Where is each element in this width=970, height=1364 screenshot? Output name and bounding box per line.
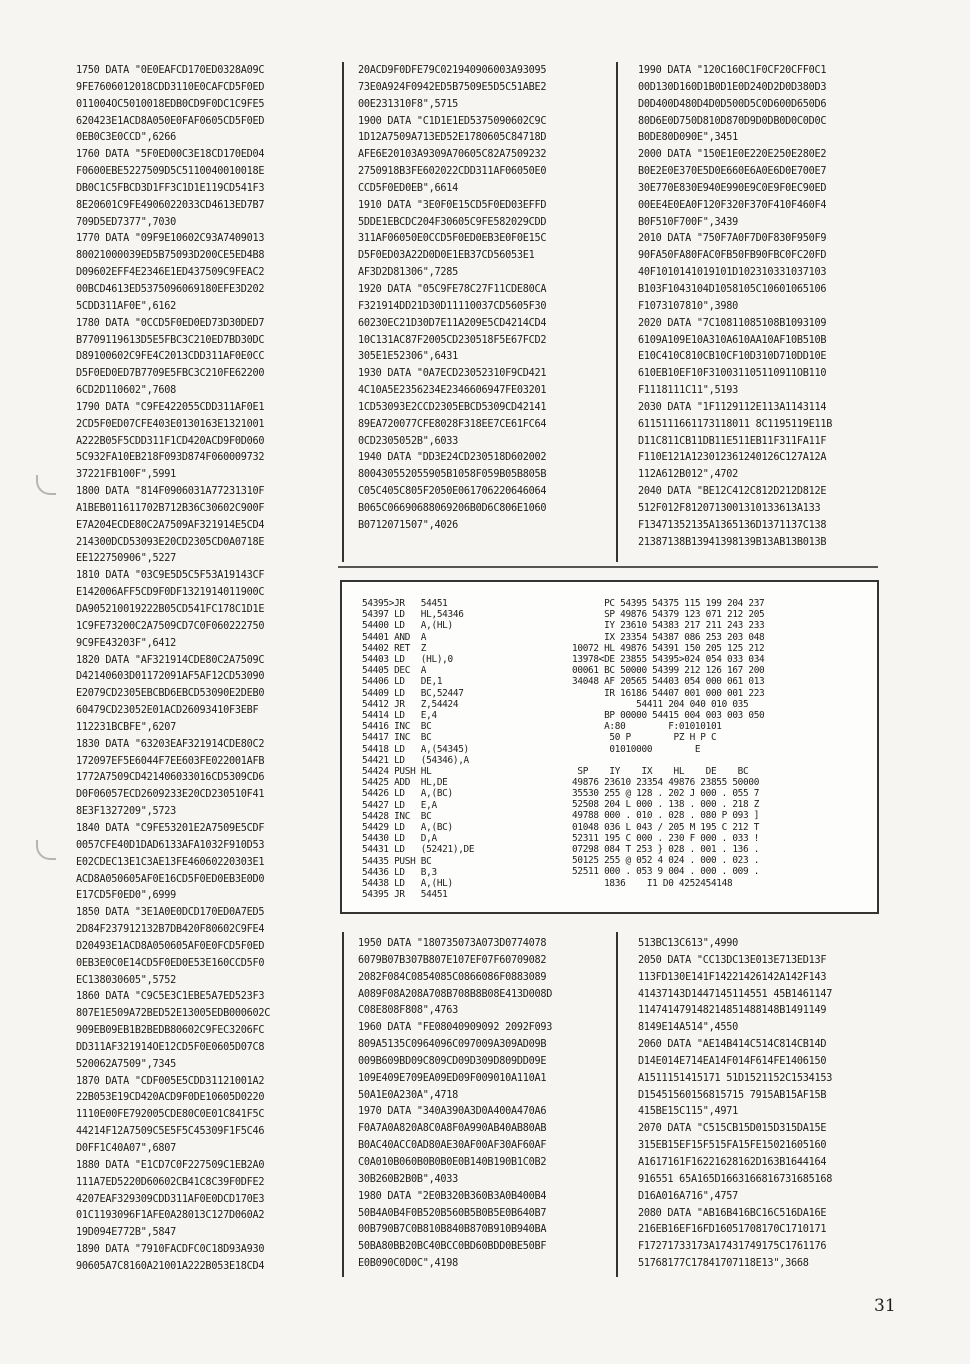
listing-line: 610EB10EF10F310031105110911OB110	[638, 368, 827, 380]
listing-line: 800430552055905B1058F059B05B805B	[358, 469, 547, 481]
data-listing-column-1	[76, 63, 326, 1276]
listing-line: 1772A7509CD421406033016CD5309CD6	[76, 772, 265, 784]
data-listing-column-5	[638, 936, 888, 1273]
listing-line: DD311AF321914OE12CD5F0E0605D07C8	[76, 1041, 265, 1053]
listing-line: D16A016A716",4757	[638, 1190, 739, 1202]
column-divider	[616, 62, 618, 562]
listing-line: 520062A7509",7345	[76, 1058, 177, 1070]
listing-line: SP IY IX HL DE BC	[572, 766, 749, 778]
listing-line: D0FF1C40A07",6807	[76, 1143, 177, 1154]
page-number: 31	[874, 1296, 896, 1316]
listing-line: 54406 LD DE,1	[362, 676, 443, 688]
listing-line: D15451560156815715 7915AB15AF15B	[638, 1089, 827, 1101]
listing-line: 2050 DATA "CC13DC13E013E713ED13F	[638, 954, 827, 966]
listing-line: 00061 BC 50000 54399 212 126 167 200	[572, 665, 765, 677]
listing-line: 1980 DATA "2E0B320B360B3A0B400B4	[358, 1190, 547, 1202]
listing-line: 13978<DE 23855 54395>024 054 033 034	[572, 654, 765, 666]
listing-line: B0DE80D090E",3451	[638, 132, 739, 144]
listing-line: F1073107810",3980	[638, 300, 739, 312]
listing-line: 49876 23610 23354 49876 23855 50000	[572, 777, 760, 789]
listing-line: 80D6E0D750D810D870D9D0DB0D0C0D0C	[638, 115, 827, 127]
listing-line: 54429 LD A,(BC)	[362, 822, 453, 834]
listing-line: 30B260B2B0B",4033	[358, 1173, 459, 1185]
listing-line: F110E121A123012361240126C127A12A	[638, 452, 827, 464]
section-divider	[338, 566, 878, 568]
listing-line: 90605A7C8160A21001A222B053E18CD4	[76, 1260, 265, 1272]
listing-line: 109E409E709EA09ED09F009010A110A1	[358, 1072, 547, 1084]
listing-line: 01010000 E	[572, 743, 701, 755]
listing-line: 4207EAF329309CDD311AF0E0DCD170E3	[76, 1193, 265, 1205]
listing-line: 512F012F8120713001310133613A133	[638, 502, 821, 514]
listing-line: D09602EFF4E2346E1ED437509C9FEAC2	[76, 267, 265, 279]
listing-line: 54435 PUSH BC	[362, 855, 432, 867]
listing-line: 1950 DATA "180735073A073D0774078	[358, 938, 547, 949]
column-divider	[342, 62, 344, 562]
listing-line: D5F0ED03A22D0D0E1EB37CD56053E1	[358, 250, 535, 262]
listing-line: 1940 DATA "DD3E24CD230518D602002	[358, 452, 547, 464]
listing-line: E142006AFF5CD9F0DF1321914011900C	[76, 587, 265, 599]
listing-line: B0F510F700F",3439	[638, 216, 739, 228]
listing-line: 54426 LD A,(BC)	[362, 788, 453, 800]
listing-line: 54412 JR Z,54424	[362, 698, 459, 710]
listing-line: 00E231310F8",5715	[358, 98, 459, 110]
listing-line: 5C932FA10EB218F093D874F060009732	[76, 452, 265, 464]
listing-line: 54403 LD (HL),0	[362, 654, 453, 666]
listing-line: 1760 DATA "5F0ED00C3E18CD170ED04	[76, 149, 265, 161]
listing-line: 01048 036 L 043 / 205 M 195 C 212 T	[572, 821, 760, 833]
listing-line: 10C131AC87F2005CD230518F5E67FCD2	[358, 334, 547, 346]
listing-line: 52311 195 C 000 . 230 F 000 . 033 !	[572, 832, 760, 844]
listing-line: 60479CD23052E01ACD26093410F3EBF	[76, 705, 259, 717]
listing-line: 54416 INC BC	[362, 721, 432, 733]
listing-line: 54424 PUSH HL	[362, 766, 432, 778]
listing-line: 00D130D160D1B0D1E0D240D2D0D380D3	[638, 81, 827, 93]
listing-line: 54397 LD HL,54346	[362, 609, 464, 621]
listing-line: 9C9FE43203F",6412	[76, 637, 177, 649]
listing-line: 1960 DATA "FE08040909092 2092F093	[358, 1022, 553, 1034]
listing-line: 80021000039ED5B75093D200CE5ED4B8	[76, 250, 265, 262]
listing-line: 1110E00FE792005CDE80C0E01C841F5C	[76, 1109, 265, 1121]
column-divider	[616, 932, 618, 1277]
listing-line: 54431 LD (52421),DE	[362, 844, 475, 856]
listing-line: 54421 LD (54346),A	[362, 754, 469, 766]
listing-line: D0F06057ECD2609233E20CD230510F41	[76, 789, 265, 801]
listing-line: D42140603D01172091AF5AF12CD53090	[76, 671, 265, 683]
listing-line: 54430 LD D,A	[362, 833, 437, 845]
listing-line: 216EB16EF16FD16051708170C1710171	[638, 1224, 827, 1236]
listing-line: 50BA80BB20BC40BCC0BD60BDD0BE50BF	[358, 1241, 547, 1253]
listing-line: B7709119613D5E5FBC3C210ED7BD30DC	[76, 334, 265, 346]
listing-line: 011004OC5010018EDB0CD9F0DC1C9FE5	[76, 98, 265, 110]
listing-line: 1860 DATA "C9C5E3C1EBE5A7ED523F3	[76, 991, 265, 1003]
listing-line: 30E770E830E940E990E9C0E9F0EC90ED	[638, 182, 827, 194]
listing-line: 1920 DATA "05C9FE78C27F11CDE80CA	[358, 283, 547, 295]
listing-line: E02CDEC13E1C3AE13FE46060220303E1	[76, 856, 265, 868]
listing-line: 44214F12A7509C5E5F5C45309F1F5C46	[76, 1126, 265, 1138]
listing-line: 2750918B3FE602022CDD311AF06050E0	[358, 166, 547, 178]
listing-line: 4C10A5E2356234E2346606947FE03201	[358, 385, 547, 397]
listing-line: 8E20601C9FE4906022033CD4613ED7B7	[76, 199, 265, 211]
listing-line: 50 P PZ H P C	[572, 732, 717, 744]
listing-line: 214300DCD53093E20CD2305CD0A0718E	[76, 536, 265, 548]
listing-line: A:80 F:01010101	[572, 721, 722, 733]
listing-line: B0712071507",4026	[358, 519, 459, 531]
listing-line: 54405 DEC A	[362, 665, 427, 677]
disassembly-listing	[362, 598, 474, 900]
listing-line: 2070 DATA "C515CB15D015D315DA15E	[638, 1123, 827, 1135]
listing-line: F13471352135A1365136D1371137C138	[638, 519, 827, 531]
punch-hole-mark	[36, 840, 56, 860]
data-listing-column-3	[638, 63, 888, 551]
data-listing-column-2	[358, 63, 608, 535]
listing-line: 916551 65A165D1663166816731685168	[638, 1173, 833, 1185]
listing-line: 60230EC21D30D7E11A209E5CD4214CD4	[358, 317, 547, 329]
listing-line: 1770 DATA "09F9E10602C93A7409013	[76, 233, 265, 245]
listing-line: 2040 DATA "BE12C412C812D212D812E	[638, 486, 827, 498]
column-divider	[342, 932, 344, 1277]
listing-line: B065C06690688069206B0D6C806E1060	[358, 502, 547, 514]
listing-line: 1836 I1 D0 4252454148	[572, 877, 733, 889]
listing-line: IY 23610 54383 217 211 243 233	[572, 620, 765, 632]
listing-line: 54409 LD BC,52447	[362, 687, 464, 699]
listing-line: 00EE4E0EA0F120F320F370F410F460F4	[638, 199, 827, 211]
listing-line: A089F08A208A708B708B8B08E413D008D	[358, 988, 553, 1000]
listing-line: 112A612B012",4702	[638, 469, 739, 481]
listing-line: ACD8A050605AF0E16CD5F0ED0EB3E0D0	[76, 873, 265, 885]
memory-dump	[572, 788, 759, 889]
listing-line: 54401 AND A	[362, 631, 427, 643]
listing-line: IR 16186 54407 001 000 001 223	[572, 687, 765, 699]
listing-line: E10C410C810CB10CF10D310D710DD10E	[638, 351, 827, 363]
listing-line: 315EB15EF15F515FA15FE15021605160	[638, 1140, 827, 1152]
listing-line: CCD5F0ED0EB",6614	[358, 182, 459, 194]
listing-line: 00B790B7C0B810B840B870B910B940BA	[358, 1224, 547, 1236]
listing-line: AFE6E20103A9309A70605C82A7509232	[358, 149, 547, 161]
listing-line: 54438 LD A,(HL)	[362, 878, 453, 890]
listing-line: 1D12A7509A713ED52E1780605C84718D	[358, 132, 547, 144]
listing-line: 54414 LD E,4	[362, 710, 437, 722]
listing-line: 1850 DATA "3E1A0E0DCD170ED0A7ED5	[76, 907, 265, 919]
listing-line: 114741479148214851488148B1491149	[638, 1005, 827, 1017]
listing-line: 909EB09EB1B2BEDB80602C9FEC3206FC	[76, 1025, 265, 1037]
listing-line: B0AC40ACC0AD80AE30AF00AF30AF60AF	[358, 1140, 547, 1152]
listing-line: 1840 DATA "C9FE53201E2A7509E5CDF	[76, 822, 265, 834]
listing-line: BP 00000 54415 004 003 003 050	[572, 710, 765, 722]
listing-line: 1900 DATA "C1D1E1ED5375090602C9C	[358, 115, 547, 127]
listing-line: SP 49876 54379 123 071 212 205	[572, 609, 765, 621]
listing-line: E7A204ECDE80C2A7509AF321914E5CD4	[76, 519, 265, 531]
listing-line: 2000 DATA "150E1E0E220E250E280E2	[638, 149, 827, 161]
listing-line: 2060 DATA "AE14B414C514C814CB14D	[638, 1039, 827, 1051]
listing-line: DB0C1C5FBCD3D1FF3C1D1E119CD541F3	[76, 182, 265, 194]
listing-line: 0057CFE40D1DAD6133AFA1032F910D53	[76, 839, 265, 851]
punch-hole-mark	[36, 475, 56, 495]
listing-line: D89100602C9FE4C2013CDD311AF0E0CC	[76, 351, 265, 363]
listing-line: 51768177C17841707118E13",3668	[638, 1258, 809, 1270]
listing-line: 54418 LD A,(54345)	[362, 743, 469, 755]
listing-line: IX 23354 54387 086 253 203 048	[572, 631, 765, 643]
listing-line: EC138030605",5752	[76, 974, 177, 986]
listing-line: 1870 DATA "CDF005E5CDD31121001A2	[76, 1075, 265, 1087]
listing-line: 009B609BD09C809CD09D309D809DD09E	[358, 1055, 547, 1067]
listing-line: 5CDD311AF0E",6162	[76, 300, 177, 312]
listing-line: 6CD2D110602",7608	[76, 385, 177, 397]
listing-line: 54411 204 040 010 035	[572, 698, 749, 710]
listing-line: 0EB0C3E0CCD",6266	[76, 132, 177, 144]
listing-line: 6109A109E10A310A610AA10AF10B510B	[638, 334, 827, 346]
listing-line: D5F0ED0ED7B7709E5FBC3C210FE62200	[76, 368, 265, 380]
listing-line: 54395>JR 54451	[362, 598, 448, 609]
listing-line: 6079B07B307B807E107EF07F60709082	[358, 954, 547, 966]
listing-line: 415BE15C115",4971	[638, 1106, 739, 1118]
listing-line: A222B05F5CDD311F1CD420ACD9F0D060	[76, 435, 265, 447]
listing-line: 172097EF5E6044F7EE603FE022001AFB	[76, 755, 265, 767]
listing-line: E17CD5F0ED0",6999	[76, 890, 177, 902]
listing-line: 0CD2305052B",6033	[358, 435, 459, 447]
listing-line: AF3D2D81306",7285	[358, 267, 459, 279]
listing-line: 35530 255 @ 128 . 202 J 000 . 055 7	[572, 788, 760, 799]
listing-line: 20ACD9F0DFE79C021940906003A93095	[358, 65, 547, 76]
listing-line: 54425 ADD HL,DE	[362, 777, 448, 789]
listing-line: 5DDE1EBCDC204F30605C9FE582029CDD	[358, 216, 547, 228]
listing-line: 22B053E19CD420ACD9F0DE10605D0220	[76, 1092, 265, 1104]
listing-line: 34048 AF 20565 54403 054 000 061 013	[572, 676, 765, 688]
listing-line: EE122750906",5227	[76, 553, 177, 565]
listing-line: 2010 DATA "750F7A0F7D0F830F950F9	[638, 233, 827, 245]
listing-line: 00BCD4613ED5375096069180EFE3D202	[76, 283, 265, 295]
listing-line: 620423E1ACD8A050E0FAF0605CD5F0ED	[76, 115, 265, 127]
listing-line: F0600EBE5227509D5C5110040010018E	[76, 166, 265, 178]
listing-line: 1970 DATA "340A390A3D0A400A470A6	[358, 1106, 547, 1118]
listing-line: 50B4A0B4F0B520B560B5B0B5E0B640B7	[358, 1207, 547, 1219]
listing-line: 50A1E0A230A",4718	[358, 1089, 459, 1101]
listing-line: 8E3F1327209",5723	[76, 806, 177, 818]
listing-line: 113FD130E141F14221426142A142F143	[638, 971, 827, 983]
listing-line: 305E1E52306",6431	[358, 351, 459, 363]
listing-line: B103F1043104D1058105C10601065106	[638, 283, 827, 295]
listing-line: 54436 LD B,3	[362, 866, 437, 878]
listing-line: 1C9FE73200C2A7509CD7C0F060222750	[76, 620, 265, 632]
listing-line: 111A7ED5220D60602CB41C8C39F0DFE2	[76, 1176, 265, 1188]
listing-line: 1810 DATA "03C9E5D5C5F53A19143CF	[76, 570, 265, 582]
listing-line: C08E808F808",4763	[358, 1005, 459, 1017]
listing-line: 807E1E509A72BED52E13005EDB000602C	[76, 1008, 271, 1020]
listing-line: D14E014E714EA14F014F614FE1406150	[638, 1055, 827, 1067]
listing-line: 49788 000 . 010 . 028 . 080 P 093 ]	[572, 810, 760, 822]
listing-line: 8149E14A514",4550	[638, 1022, 739, 1034]
listing-line: F0A7A0A820A8C0A8F0A990AB40AB80AB	[358, 1123, 547, 1135]
listing-line: A1511151415171 51D1521152C1534153	[638, 1072, 833, 1084]
listing-line: 52508 204 L 000 . 138 . 000 . 218 Z	[572, 799, 760, 811]
listing-line: 54402 RET Z	[362, 642, 427, 654]
listing-line: 1930 DATA "0A7ECD23052310F9CD421	[358, 368, 547, 380]
listing-line: 41437143D1447145114551 45B1461147	[638, 988, 833, 1000]
listing-line: 1830 DATA "63203EAF321914CDE80C2	[76, 738, 265, 750]
listing-line: 89EA720077CFE8028F318EE7CE61FC64	[358, 418, 547, 430]
listing-line: 513BC13C613",4990	[638, 938, 739, 949]
listing-line: D20493E1ACD8A050605AF0E0FCD5F0ED	[76, 940, 265, 952]
listing-line: 709D5ED7377",7030	[76, 216, 177, 228]
listing-line: 2CD5F0ED07CFE403E0130163E1321001	[76, 418, 265, 430]
listing-line: 2030 DATA "1F1129112E113A1143114	[638, 401, 827, 413]
debugger-screenshot	[340, 580, 879, 914]
listing-line: 809A5135C0964096C097009A309AD09B	[358, 1039, 547, 1051]
listing-line: 1910 DATA "3E0F0E15CD5F0ED03EFFD	[358, 199, 547, 211]
listing-line: 6115111661173118011 8C1195119E11B	[638, 418, 833, 430]
listing-line: F1118111C11",5193	[638, 385, 739, 397]
listing-line: 21387138B13941398139B13AB13B013B	[638, 536, 827, 548]
register-panel	[572, 598, 764, 788]
listing-line: A1BEB011611702B712B36C30602C900F	[76, 502, 265, 514]
listing-line: D0D400D480D4D0D500D5C0D600D650D6	[638, 98, 827, 110]
listing-line	[572, 755, 764, 766]
listing-line: 1CD53093E2CCD2305EBCD5309CD42141	[358, 401, 547, 413]
listing-line: E2079CD2305EBCBD6EBCD53090E2DEB0	[76, 688, 265, 700]
listing-line: 10072 HL 49876 54391 150 205 125 212	[572, 642, 765, 654]
listing-line: 2020 DATA "7C10811085108B1093109	[638, 317, 827, 329]
listing-line: 1790 DATA "C9FE422055CDD311AF0E1	[76, 401, 265, 413]
listing-line: 73E0A924F0942ED5B7509E5D5C51ABE2	[358, 81, 547, 93]
listing-line: 90FA50FA80FAC0FB50FB90FBC0FC20FD	[638, 250, 827, 262]
listing-line: F321914DD21D30D11110037CD5605F30	[358, 300, 547, 312]
listing-line: C0A010B060B0B0B0E0B140B190B1C0B2	[358, 1156, 547, 1168]
listing-line: D11C811CB11DB11E511EB11F311FA11F	[638, 435, 827, 447]
data-listing-column-4	[358, 936, 608, 1273]
listing-line: 01C1193096F1AFE0A28013C127D060A2	[76, 1210, 265, 1222]
listing-line: 1890 DATA "7910FACDFC0C18D93A930	[76, 1244, 265, 1256]
listing-line: 9FE7606012018CDD3110E0CAFCD5F0ED	[76, 81, 265, 93]
listing-line: 54400 LD A,(HL)	[362, 620, 453, 632]
listing-line: B0E2E0E370E5D0E660E6A0E6D0E700E7	[638, 166, 827, 178]
listing-line: 1990 DATA "120C160C1F0CF20CFF0C1	[638, 65, 827, 76]
listing-line: 2D84F237912132B7DB420F80602C9FE4	[76, 924, 265, 936]
listing-line: 2082F084C0854085C0866086F0883089	[358, 971, 547, 983]
listing-line: 50125 255 @ 052 4 024 . 000 . 023 .	[572, 855, 760, 867]
listing-line: PC 54395 54375 115 199 204 237	[572, 598, 765, 609]
listing-line: 1780 DATA "0CCD5F0ED0ED73D30DED7	[76, 317, 265, 329]
listing-line: 112231BCBFE",6207	[76, 721, 177, 733]
listing-line: 54395 JR 54451	[362, 889, 448, 901]
listing-line: F17271733173A17431749175C1761176	[638, 1241, 827, 1253]
listing-line: 54427 LD E,A	[362, 799, 437, 811]
listing-line: 54428 INC BC	[362, 810, 432, 822]
listing-line: 1750 DATA "0E0EAFCD170ED0328A09C	[76, 65, 265, 76]
listing-line: 1800 DATA "814F0906031A77231310F	[76, 486, 265, 498]
listing-line: 311AF06050E0CCD5F0ED0EB3E0F0E15C	[358, 233, 547, 245]
listing-line: 2080 DATA "AB16B416BC16C516DA16E	[638, 1207, 827, 1219]
listing-line: 54417 INC BC	[362, 732, 432, 744]
listing-line: 37221FB100F",5991	[76, 469, 177, 481]
listing-line: 19D094E772B",5847	[76, 1227, 177, 1239]
listing-line: 40F1010141019101D102310331037103	[638, 267, 827, 279]
listing-line: 0EB3E0C0E14CD5F0ED0E53E160CCD5F0	[76, 957, 265, 969]
listing-line: C05C405C805F2050E061706220646064	[358, 486, 547, 498]
listing-line: 1880 DATA "E1CD7C0F227509C1EB2A0	[76, 1159, 265, 1171]
listing-line: A1617161F16221628162D163B1644164	[638, 1156, 827, 1168]
listing-line: 52511 000 . 053 9 004 . 000 . 009 .	[572, 866, 760, 878]
listing-line: 1820 DATA "AF321914CDE80C2A7509C	[76, 654, 265, 666]
listing-line: E0B090C0D0C",4198	[358, 1258, 459, 1270]
listing-line: DA905210019222B05CD541FC178C1D1E	[76, 604, 265, 615]
listing-line: 07298 084 T 253 } 028 . 001 . 136 .	[572, 844, 760, 856]
